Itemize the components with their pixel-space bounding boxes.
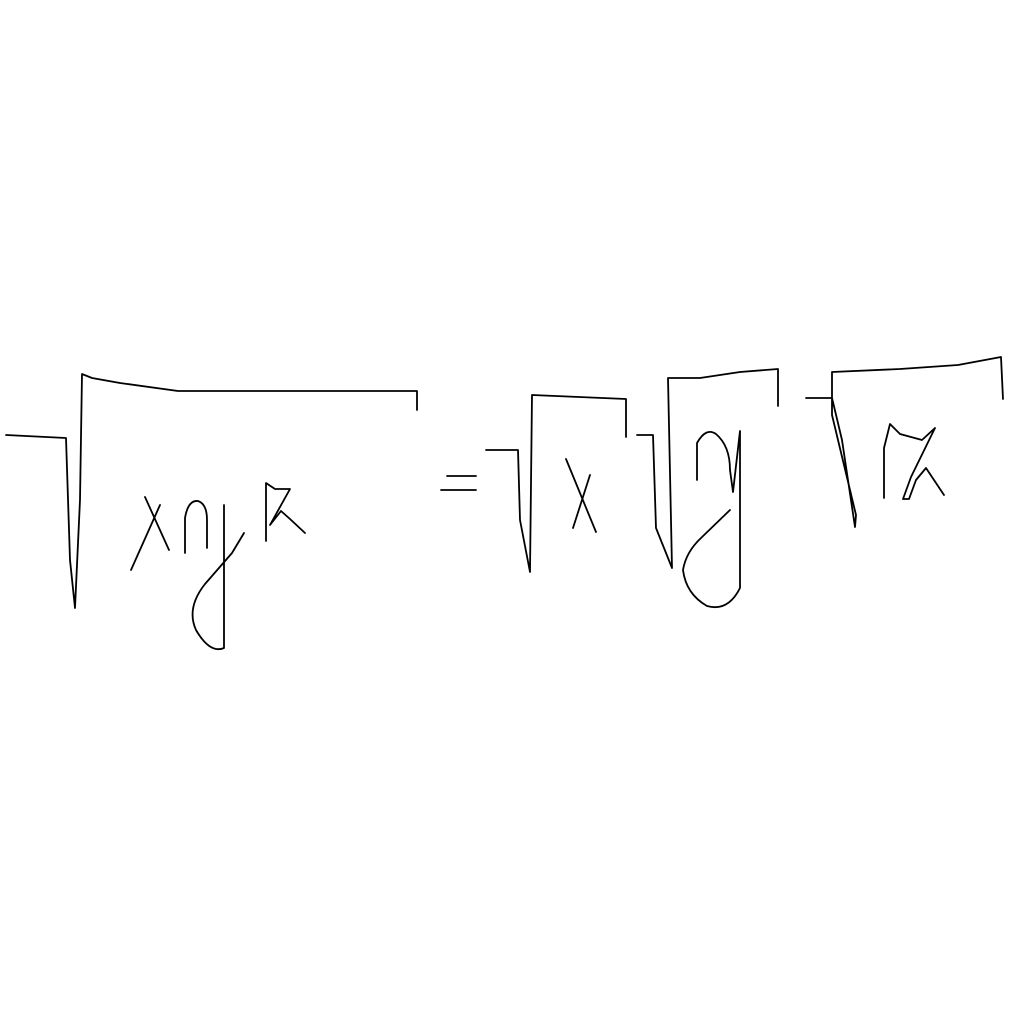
radical-sign-large — [6, 374, 417, 608]
variable-x-left — [131, 497, 169, 570]
variable-y-right — [683, 431, 740, 607]
variable-y-left — [185, 501, 244, 649]
equals-sign — [441, 476, 476, 490]
radical-sign-z — [806, 357, 1003, 527]
sqrt-y — [637, 369, 778, 607]
sqrt-xyz — [6, 374, 417, 649]
variable-z-left — [266, 483, 305, 541]
radical-sign-y — [637, 369, 778, 568]
radical-sign-x — [486, 395, 626, 572]
sqrt-z — [806, 357, 1003, 527]
variable-x-right — [566, 459, 596, 532]
sqrt-x — [486, 395, 626, 572]
variable-z-right — [884, 424, 944, 499]
